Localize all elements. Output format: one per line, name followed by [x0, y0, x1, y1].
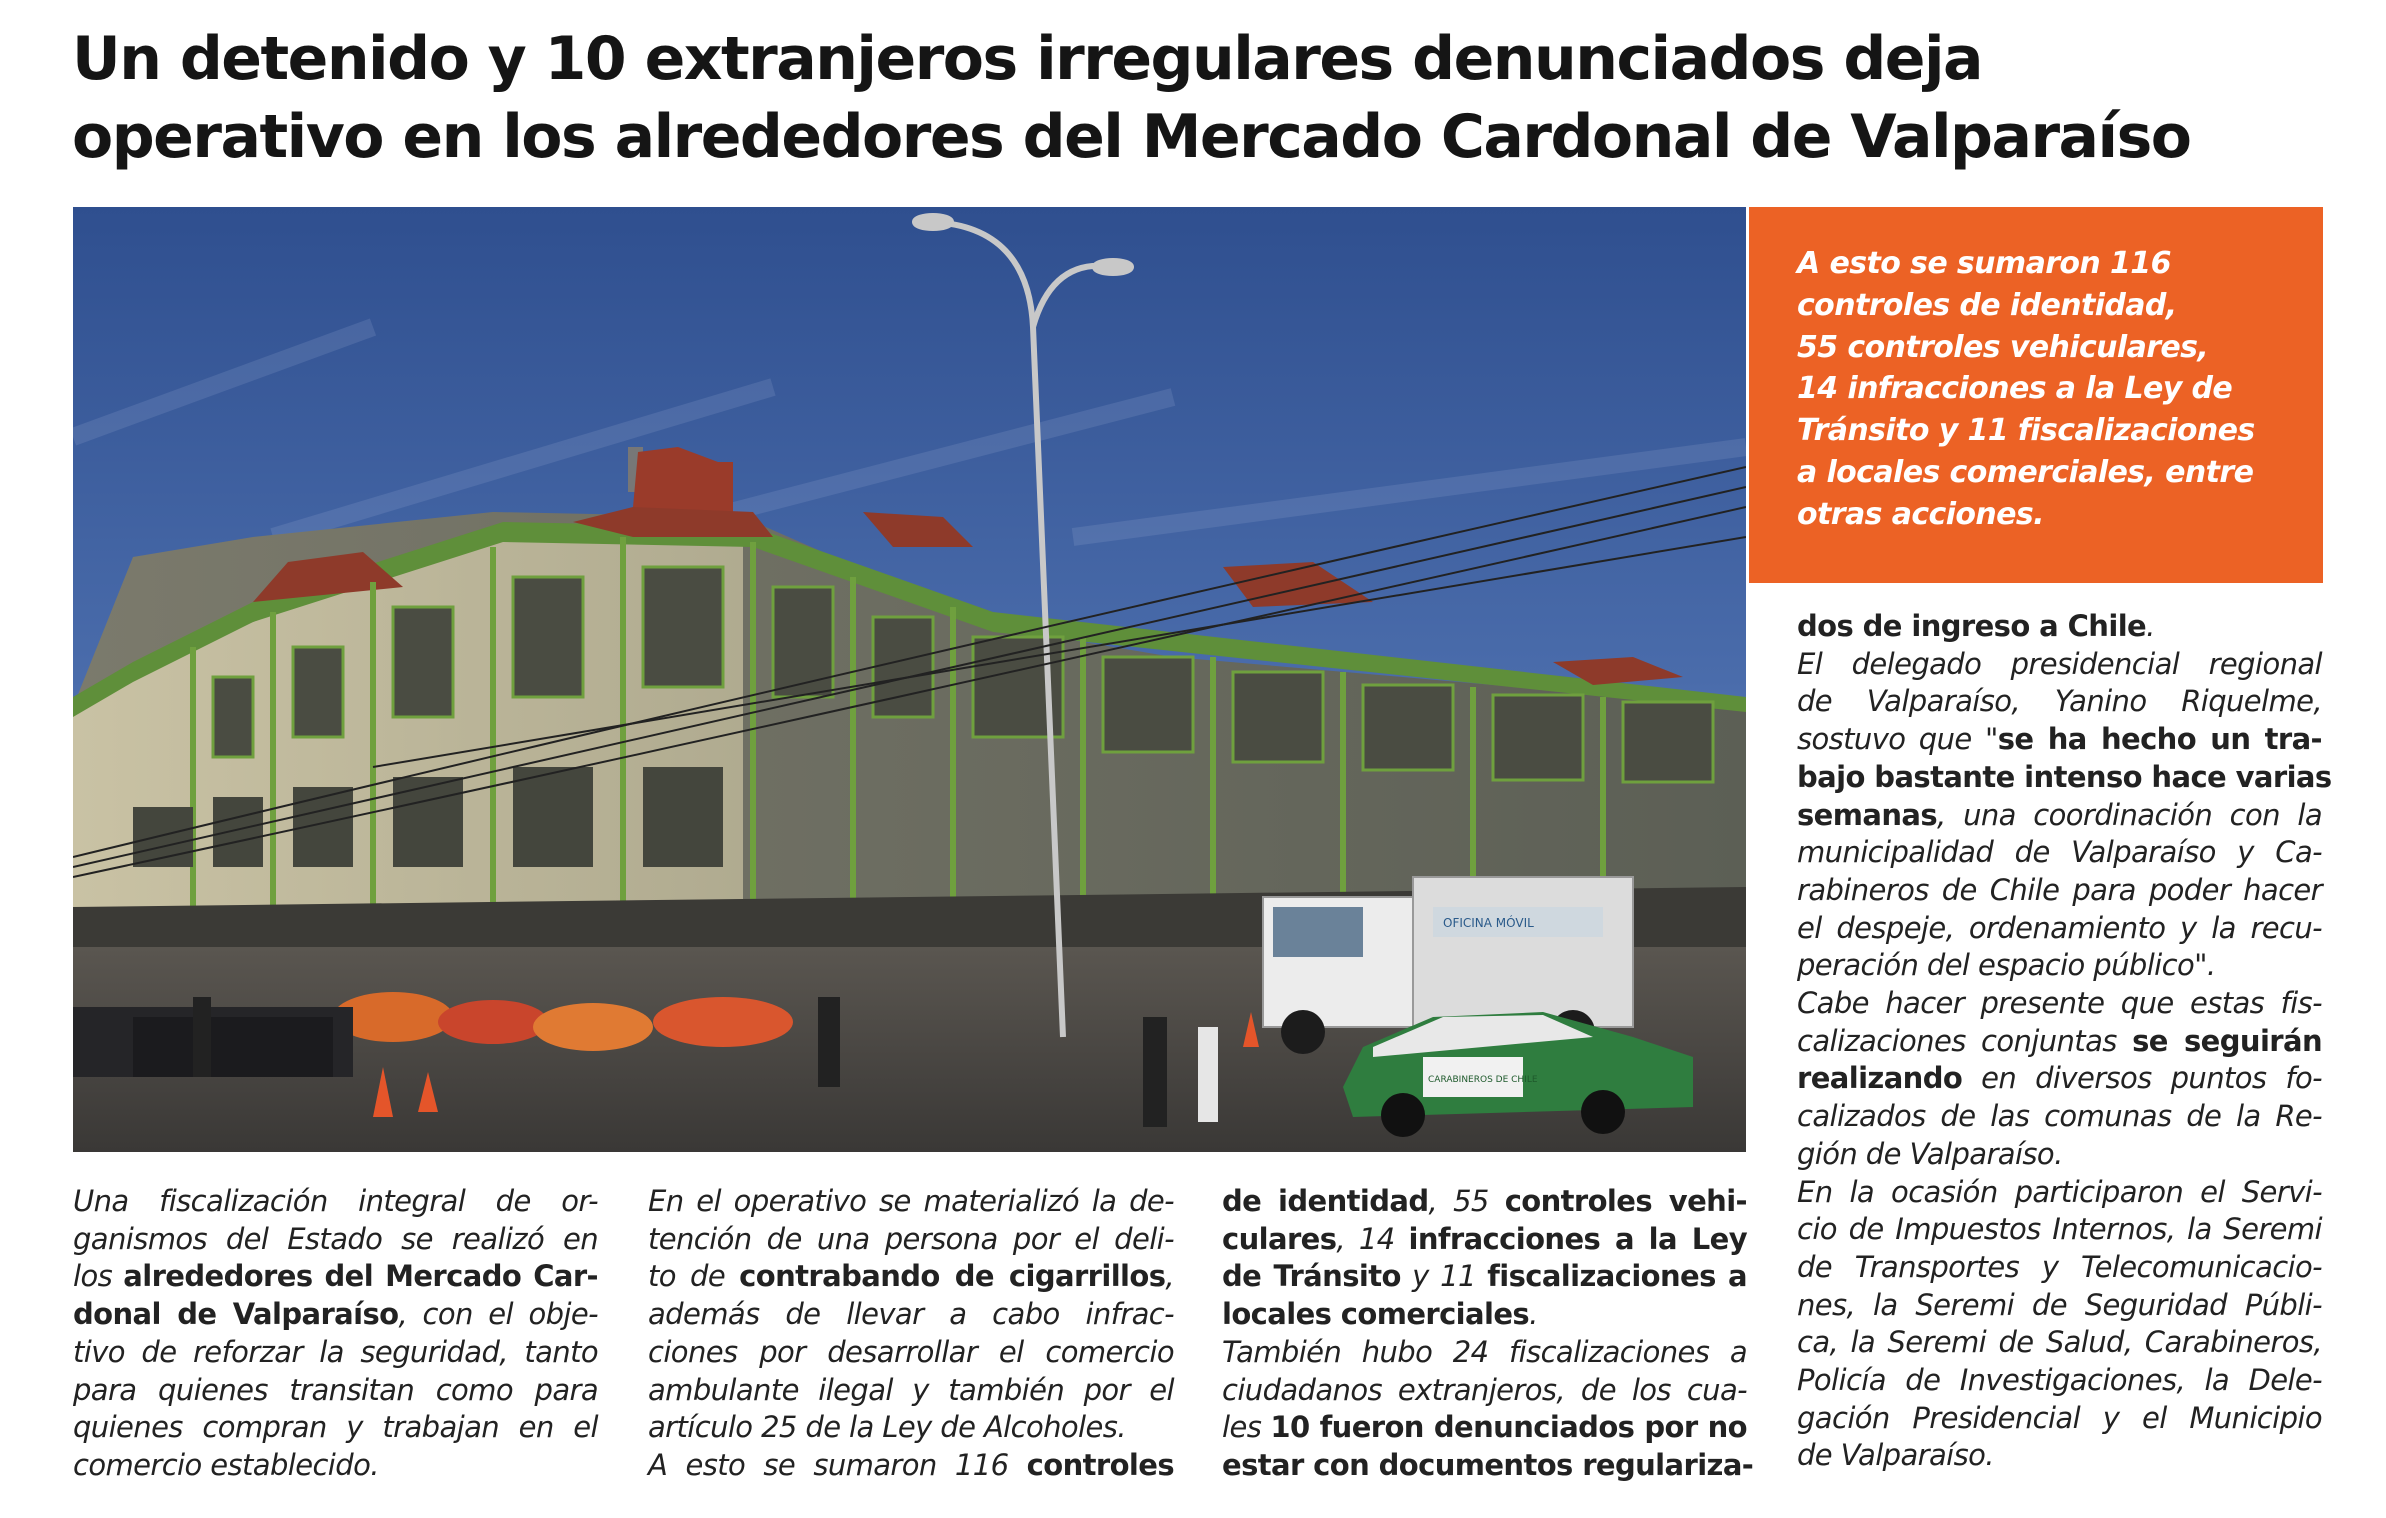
body-line: ambulante ilegal y también por el	[648, 1372, 1174, 1407]
body-line	[73, 1296, 598, 1334]
bold-run: se seguirán	[2132, 1023, 2322, 1058]
market-photo	[73, 207, 1746, 1152]
headline	[72, 20, 2332, 176]
text-run: .	[2146, 609, 2155, 643]
body-line: de Valparaíso, Yanino Riquelme,	[1797, 684, 2322, 719]
text-run: los	[73, 1259, 124, 1294]
body-line: de Transportes y Telecomunicacio-	[1797, 1249, 2322, 1284]
bold-run: controles vehi-	[1504, 1184, 1747, 1218]
body-line: quienes compran y trabajan en el	[73, 1410, 598, 1445]
body-line: el despeje, ordenamiento y la recu-	[1797, 910, 2322, 945]
callout-line: Tránsito y 11 fiscalizaciones	[1797, 413, 2255, 449]
body-line: tención de una persona por el deli-	[648, 1221, 1174, 1256]
body-line: además de llevar a cabo infrac-	[648, 1297, 1174, 1332]
body-line	[1797, 1023, 2322, 1061]
body-line: También hubo 24 fiscalizaciones a	[1222, 1334, 1747, 1369]
bold-run: infracciones a la Ley	[1408, 1221, 1747, 1256]
body-line: artículo 25 de la Ley de Alcoholes.	[648, 1410, 1126, 1445]
text-run: y 11	[1400, 1259, 1488, 1294]
text-run: en diversos puntos fo-	[1962, 1061, 2322, 1096]
market-photo-illustration	[73, 207, 1746, 1152]
body-line: comercio establecido.	[73, 1447, 379, 1482]
headline-line-2: operativo en los alrededores del Mercado Cardonal de Valparaíso	[72, 102, 2191, 172]
body-line: peración del espacio público".	[1797, 948, 2216, 983]
body-line: ca, la Seremi de Salud, Carabineros,	[1797, 1325, 2322, 1360]
bold-run: dos de ingreso a Chile	[1797, 609, 2147, 643]
body-line: ciudadanos extranjeros, de los cua-	[1222, 1372, 1747, 1407]
headline-line-1: Un detenido y 10 extranjeros irregulares denunciados deja	[72, 24, 1983, 94]
column-2	[648, 1183, 1174, 1485]
callout-line: 14 infracciones a la Ley de	[1797, 371, 2233, 407]
body-line	[1222, 1296, 1747, 1334]
body-line	[1222, 1258, 1747, 1296]
callout-line: A esto se sumaron 116	[1797, 246, 2171, 281]
body-line: Una fiscalización integral de or-	[73, 1184, 598, 1218]
body-line: Policía de Investigaciones, la Dele-	[1797, 1363, 2322, 1398]
body-line: En la ocasión participaron el Servi-	[1797, 1174, 2322, 1209]
text-run: ,	[1165, 1259, 1174, 1294]
body-line: nes, la Seremi de Seguridad Públi-	[1797, 1287, 2322, 1322]
text-run: sostuvo que "	[1797, 722, 1998, 757]
body-line	[1797, 608, 2322, 646]
body-line	[1222, 1447, 1754, 1485]
bold-run: se ha hecho un tra-	[1997, 722, 2322, 757]
text-run: , 14	[1336, 1221, 1409, 1256]
body-line: gión de Valparaíso.	[1797, 1136, 2063, 1171]
body-line: de Valparaíso.	[1797, 1438, 1994, 1473]
bold-run: estar con documentos regulariza-	[1222, 1447, 1754, 1482]
text-run: , con el obje-	[398, 1297, 598, 1332]
bold-run: donal de Valparaíso	[73, 1297, 399, 1332]
text-run: to de	[648, 1259, 740, 1294]
body-line: para quienes transitan como para	[73, 1372, 598, 1407]
body-line: gación Presidencial y el Municipio	[1797, 1400, 2322, 1435]
body-line: calizados de las comunas de la Re-	[1797, 1099, 2322, 1134]
bold-run: controles	[1026, 1447, 1174, 1482]
callout-line: controles de identidad,	[1797, 287, 2177, 323]
text-run: A esto se sumaron 116	[648, 1447, 1027, 1482]
bold-run: realizando	[1797, 1061, 1963, 1096]
text-run: les	[1222, 1410, 1271, 1445]
body-line: tivo de reforzar la seguridad, tanto	[73, 1334, 598, 1369]
column-3	[1222, 1183, 1754, 1485]
callout-text	[1797, 243, 2285, 536]
body-line: Cabe hacer presente que estas fis-	[1797, 986, 2322, 1021]
body-line	[648, 1447, 1174, 1485]
body-line: En el operativo se materializó la de-	[648, 1184, 1174, 1218]
body-line	[1797, 721, 2322, 759]
car-sign: CARABINEROS DE CHILE	[1428, 1075, 1538, 1085]
column-4	[1797, 608, 2332, 1475]
bold-run: bajo bastante intenso hace varias	[1797, 759, 2332, 794]
bold-run: fiscalizaciones a	[1487, 1259, 1747, 1294]
body-line	[1222, 1183, 1747, 1221]
body-line	[1797, 759, 2332, 797]
body-line: municipalidad de Valparaíso y Ca-	[1797, 835, 2322, 870]
body-line	[1222, 1409, 1747, 1447]
bold-run: locales comerciales	[1222, 1297, 1530, 1332]
text-run: .	[1529, 1297, 1538, 1332]
callout-line: otras acciones.	[1797, 496, 2044, 532]
bold-run: de Tránsito	[1222, 1259, 1401, 1294]
text-run: , 55	[1428, 1184, 1505, 1218]
text-run: , una coordinación con la	[1937, 797, 2322, 832]
bold-run: 10 fueron denunciados por no	[1270, 1410, 1747, 1445]
bold-run: semanas	[1797, 797, 1937, 832]
body-line	[1222, 1221, 1747, 1259]
body-line: ciones por desarrollar el comercio	[648, 1334, 1174, 1369]
callout-line: a locales comerciales, entre	[1797, 454, 2254, 490]
body-line	[1797, 797, 2322, 835]
bold-run: contrabando de cigarrillos	[739, 1259, 1166, 1294]
bold-run: culares	[1222, 1221, 1337, 1256]
body-line: rabineros de Chile para poder hacer	[1797, 872, 2322, 907]
column-1	[73, 1183, 598, 1485]
body-line: cio de Impuestos Internos, la Seremi	[1797, 1212, 2322, 1247]
bold-run: de identidad	[1222, 1184, 1429, 1218]
body-line	[1797, 1060, 2322, 1098]
van-sign: OFICINA MÓVIL	[1443, 916, 1534, 930]
body-line	[648, 1258, 1174, 1296]
body-line: El delegado presidencial regional	[1797, 646, 2322, 681]
callout-line: 55 controles vehiculares,	[1797, 329, 2209, 365]
text-run: calizaciones conjuntas	[1797, 1023, 2133, 1058]
body-line: ganismos del Estado se realizó en	[73, 1221, 598, 1256]
bold-run: alrededores del Mercado Car-	[123, 1259, 598, 1294]
body-line	[73, 1258, 598, 1296]
callout-box	[1749, 207, 2323, 583]
